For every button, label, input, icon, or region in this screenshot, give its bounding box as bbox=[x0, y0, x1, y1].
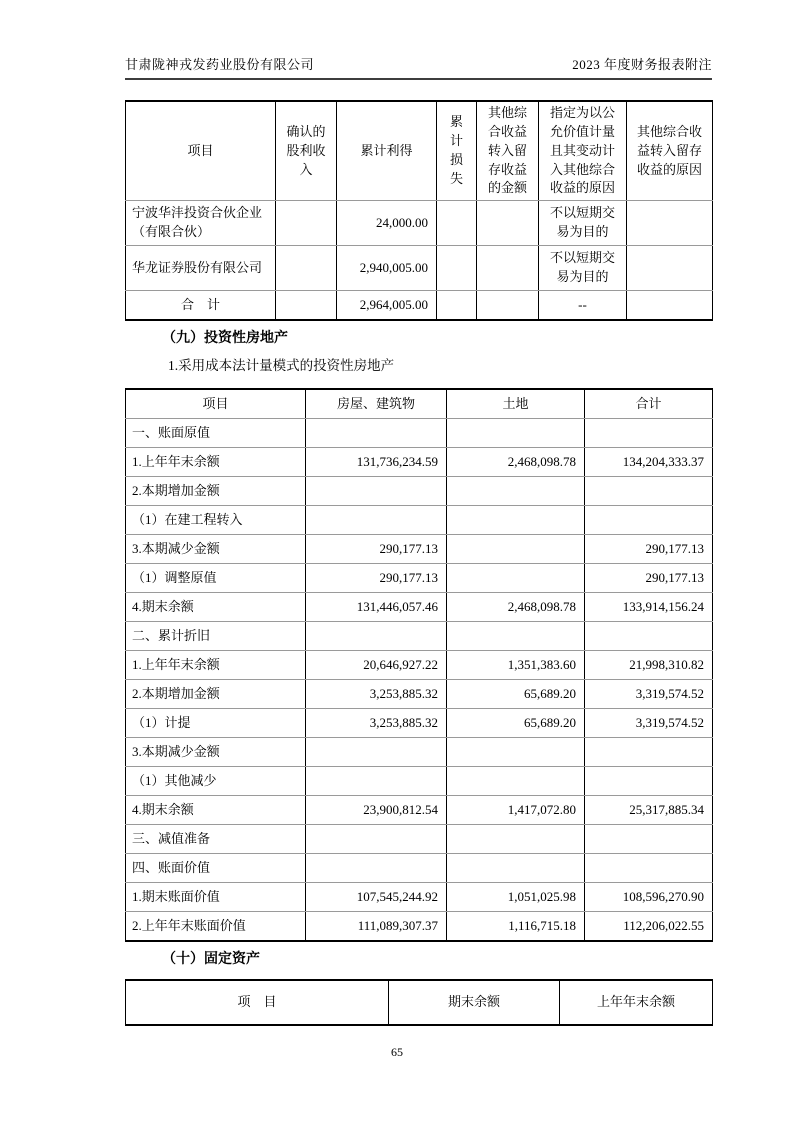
row-label-cell: 1.上年年末余额 bbox=[126, 650, 306, 679]
value-cell: 1,417,072.80 bbox=[447, 795, 585, 824]
value-cell bbox=[627, 291, 713, 321]
fixed-assets-col-header: 项 目 bbox=[126, 980, 389, 1025]
value-cell: 290,177.13 bbox=[585, 563, 713, 592]
equity-table-body bbox=[126, 201, 713, 321]
header-company-name: 甘肃陇神戎发药业股份有限公司 bbox=[125, 57, 315, 72]
row-label-cell: 三、减值准备 bbox=[126, 824, 306, 853]
value-cell: 290,177.13 bbox=[585, 534, 713, 563]
fixed-assets-col-header: 期末余额 bbox=[389, 980, 560, 1025]
table-row bbox=[126, 882, 713, 911]
equity-col-header: 其他综合收益转入留存收益的原因 bbox=[627, 101, 713, 201]
value-cell: 20,646,927.22 bbox=[306, 650, 447, 679]
table-row bbox=[126, 824, 713, 853]
row-label-cell: 4.期末余额 bbox=[126, 795, 306, 824]
table-row bbox=[126, 534, 713, 563]
value-cell: 2,468,098.78 bbox=[447, 447, 585, 476]
table-row bbox=[126, 795, 713, 824]
row-label-cell: （1）计提 bbox=[126, 708, 306, 737]
row-label-cell: （1）其他减少 bbox=[126, 766, 306, 795]
value-cell: 3,253,885.32 bbox=[306, 679, 447, 708]
real-estate-table-header bbox=[126, 389, 713, 419]
value-cell: 21,998,310.82 bbox=[585, 650, 713, 679]
value-cell bbox=[447, 621, 585, 650]
row-label-cell: （1）在建工程转入 bbox=[126, 505, 306, 534]
value-cell bbox=[585, 418, 713, 447]
value-cell bbox=[437, 246, 477, 291]
value-cell bbox=[437, 201, 477, 246]
value-cell bbox=[627, 246, 713, 291]
table-row bbox=[126, 679, 713, 708]
value-cell bbox=[447, 476, 585, 505]
table-header-row bbox=[126, 389, 713, 419]
equity-col-header: 累计利得 bbox=[337, 101, 437, 201]
equity-col-header: 指定为以公允价值计量且其变动计入其他综合收益的原因 bbox=[539, 101, 627, 201]
row-label-cell: 3.本期减少金额 bbox=[126, 737, 306, 766]
value-cell: 131,446,057.46 bbox=[306, 592, 447, 621]
table-row bbox=[126, 201, 713, 246]
value-cell bbox=[585, 476, 713, 505]
value-cell: 290,177.13 bbox=[306, 563, 447, 592]
value-cell bbox=[447, 853, 585, 882]
value-cell bbox=[306, 853, 447, 882]
value-cell bbox=[306, 476, 447, 505]
value-cell: 不以短期交易为目的 bbox=[539, 201, 627, 246]
real-estate-col-header: 房屋、建筑物 bbox=[306, 389, 447, 419]
page-content bbox=[125, 0, 712, 1026]
table-row bbox=[126, 911, 713, 941]
table-header-row bbox=[126, 980, 713, 1025]
row-label-cell: 2.本期增加金额 bbox=[126, 476, 306, 505]
value-cell: 133,914,156.24 bbox=[585, 592, 713, 621]
row-label-cell: 2.本期增加金额 bbox=[126, 679, 306, 708]
row-label-cell: 华龙证券股份有限公司 bbox=[126, 246, 276, 291]
value-cell bbox=[306, 505, 447, 534]
value-cell: 3,319,574.52 bbox=[585, 679, 713, 708]
row-label-cell: 1.上年年末余额 bbox=[126, 447, 306, 476]
real-estate-col-header: 土地 bbox=[447, 389, 585, 419]
table-row bbox=[126, 563, 713, 592]
value-cell: 134,204,333.37 bbox=[585, 447, 713, 476]
equity-col-header: 项目 bbox=[126, 101, 276, 201]
value-cell bbox=[477, 246, 539, 291]
page-header bbox=[125, 54, 712, 80]
value-cell: 25,317,885.34 bbox=[585, 795, 713, 824]
value-cell bbox=[447, 534, 585, 563]
equity-table-header bbox=[126, 101, 713, 201]
investment-real-estate-table bbox=[125, 388, 713, 942]
table-row bbox=[126, 418, 713, 447]
value-cell bbox=[585, 505, 713, 534]
value-cell: 3,319,574.52 bbox=[585, 708, 713, 737]
table-row bbox=[126, 476, 713, 505]
row-label-cell: （1）调整原值 bbox=[126, 563, 306, 592]
value-cell bbox=[585, 621, 713, 650]
real-estate-col-header: 合计 bbox=[585, 389, 713, 419]
value-cell: 2,940,005.00 bbox=[337, 246, 437, 291]
value-cell: 不以短期交易为目的 bbox=[539, 246, 627, 291]
value-cell bbox=[306, 621, 447, 650]
table-row bbox=[126, 291, 713, 321]
equity-investments-table bbox=[125, 100, 713, 321]
value-cell bbox=[447, 505, 585, 534]
row-label-cell: 3.本期减少金额 bbox=[126, 534, 306, 563]
row-label-cell: 宁波华沣投资合伙企业（有限合伙） bbox=[126, 201, 276, 246]
fixed-assets-col-header: 上年年末余额 bbox=[560, 980, 713, 1025]
value-cell: 65,689.20 bbox=[447, 679, 585, 708]
value-cell bbox=[585, 766, 713, 795]
fixed-assets-table-header bbox=[126, 980, 713, 1025]
value-cell bbox=[447, 737, 585, 766]
fixed-assets-table bbox=[125, 979, 713, 1026]
table-row bbox=[126, 505, 713, 534]
value-cell bbox=[306, 418, 447, 447]
value-cell: 108,596,270.90 bbox=[585, 882, 713, 911]
value-cell bbox=[447, 418, 585, 447]
value-cell: -- bbox=[539, 291, 627, 321]
value-cell bbox=[276, 246, 337, 291]
value-cell bbox=[306, 766, 447, 795]
header-report-title: 2023 年度财务报表附注 bbox=[572, 57, 712, 72]
value-cell bbox=[477, 291, 539, 321]
value-cell: 3,253,885.32 bbox=[306, 708, 447, 737]
section-title-fixed-assets: （十）固定资产 bbox=[162, 951, 260, 967]
table-row bbox=[126, 708, 713, 737]
table-header-row bbox=[126, 101, 713, 201]
value-cell bbox=[306, 737, 447, 766]
value-cell bbox=[585, 737, 713, 766]
value-cell: 24,000.00 bbox=[337, 201, 437, 246]
value-cell: 2,468,098.78 bbox=[447, 592, 585, 621]
value-cell: 112,206,022.55 bbox=[585, 911, 713, 941]
page-number: 65 bbox=[391, 1045, 403, 1059]
value-cell bbox=[477, 201, 539, 246]
subsection-title-cost-method: 1.采用成本法计量模式的投资性房地产 bbox=[168, 358, 395, 374]
value-cell: 290,177.13 bbox=[306, 534, 447, 563]
row-label-cell: 二、累计折旧 bbox=[126, 621, 306, 650]
row-label-cell: 2.上年年末账面价值 bbox=[126, 911, 306, 941]
table-row bbox=[126, 766, 713, 795]
value-cell: 1,116,715.18 bbox=[447, 911, 585, 941]
value-cell bbox=[447, 563, 585, 592]
value-cell bbox=[447, 824, 585, 853]
table-row bbox=[126, 853, 713, 882]
value-cell bbox=[585, 853, 713, 882]
row-label-cell: 一、账面原值 bbox=[126, 418, 306, 447]
real-estate-col-header: 项目 bbox=[126, 389, 306, 419]
value-cell: 23,900,812.54 bbox=[306, 795, 447, 824]
value-cell bbox=[437, 291, 477, 321]
row-label-cell: 1.期末账面价值 bbox=[126, 882, 306, 911]
row-label-cell: 合 计 bbox=[126, 291, 276, 321]
value-cell bbox=[276, 291, 337, 321]
value-cell bbox=[627, 201, 713, 246]
value-cell bbox=[306, 824, 447, 853]
equity-col-header: 其他综合收益转入留存收益的金额 bbox=[477, 101, 539, 201]
equity-col-header: 累计损失 bbox=[437, 101, 477, 201]
value-cell: 131,736,234.59 bbox=[306, 447, 447, 476]
section-title-investment-real-estate: （九）投资性房地产 bbox=[162, 331, 288, 347]
table-row bbox=[126, 592, 713, 621]
equity-col-header: 确认的股利收入 bbox=[276, 101, 337, 201]
value-cell: 1,351,383.60 bbox=[447, 650, 585, 679]
table-row bbox=[126, 650, 713, 679]
real-estate-table-body bbox=[126, 418, 713, 941]
table-row bbox=[126, 621, 713, 650]
value-cell: 107,545,244.92 bbox=[306, 882, 447, 911]
value-cell: 1,051,025.98 bbox=[447, 882, 585, 911]
row-label-cell: 四、账面价值 bbox=[126, 853, 306, 882]
value-cell bbox=[585, 824, 713, 853]
table-row bbox=[126, 246, 713, 291]
value-cell bbox=[276, 201, 337, 246]
value-cell: 2,964,005.00 bbox=[337, 291, 437, 321]
value-cell: 65,689.20 bbox=[447, 708, 585, 737]
table-row bbox=[126, 737, 713, 766]
value-cell bbox=[447, 766, 585, 795]
row-label-cell: 4.期末余额 bbox=[126, 592, 306, 621]
value-cell: 111,089,307.37 bbox=[306, 911, 447, 941]
table-row bbox=[126, 447, 713, 476]
